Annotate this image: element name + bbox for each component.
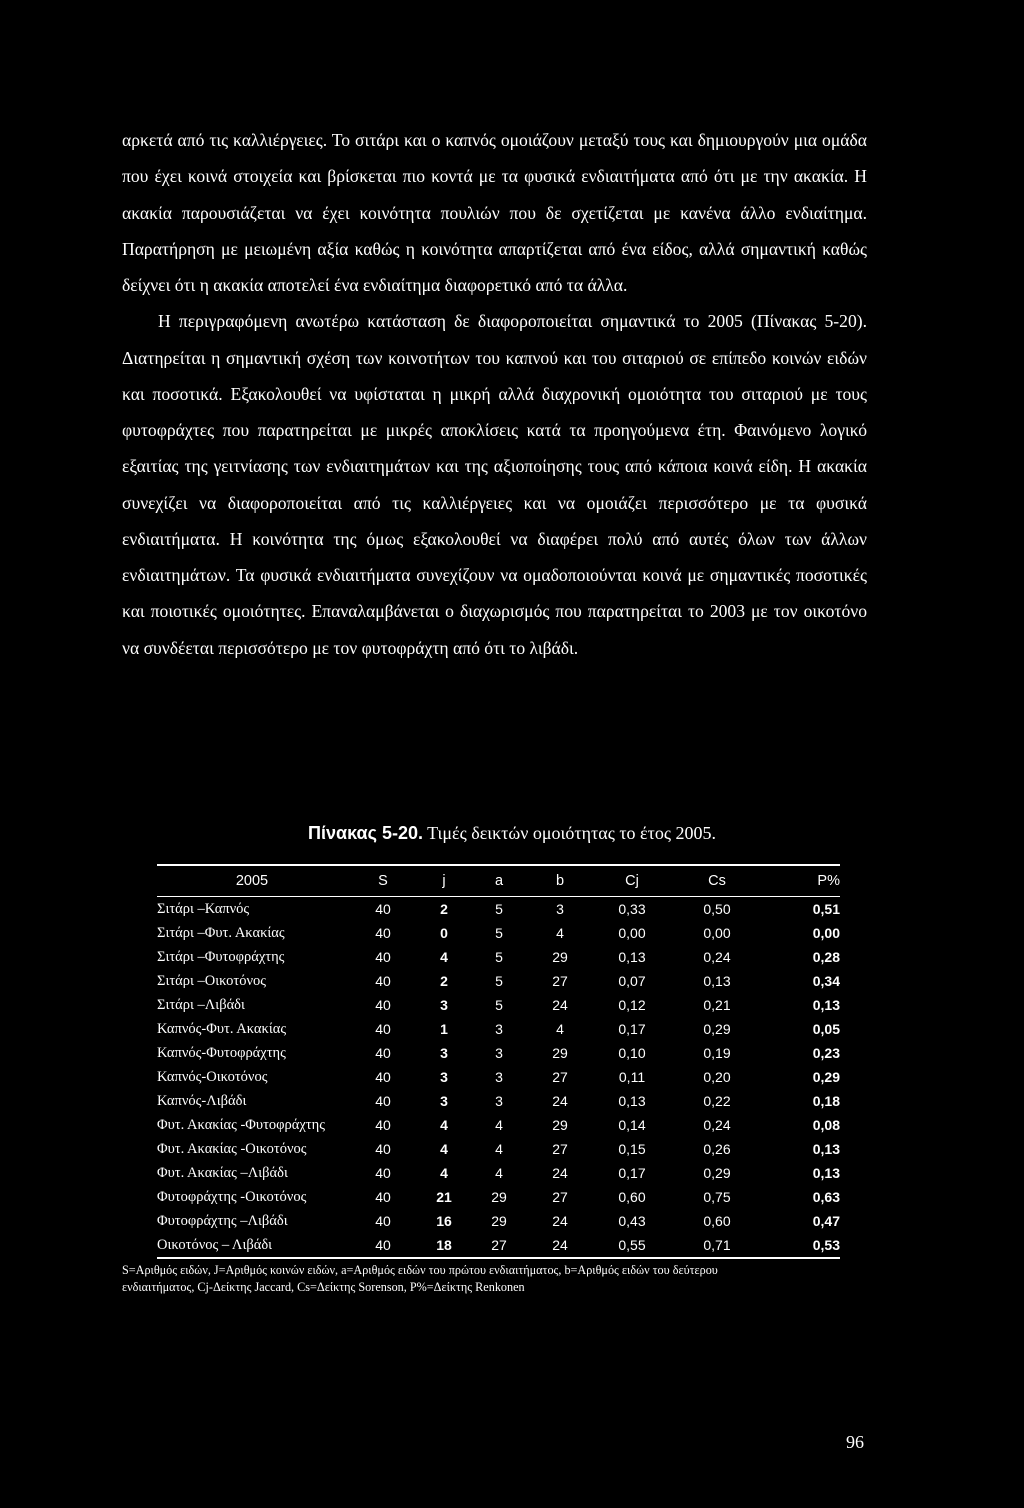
- header-s: S: [347, 865, 419, 897]
- table-row: [157, 969, 840, 993]
- cell-p-percent: 0,23: [812, 1045, 840, 1061]
- cell-s: 40: [375, 1237, 391, 1253]
- table-row: [157, 1065, 840, 1089]
- table-footnote: [122, 1262, 872, 1296]
- cell-s: 40: [375, 997, 391, 1013]
- table-row: [157, 897, 840, 922]
- cell-cs: 0,24: [703, 949, 731, 965]
- cell-b: 27: [552, 973, 568, 989]
- cell-cs: 0,29: [703, 1021, 731, 1037]
- cell-j: 16: [436, 1213, 452, 1229]
- cell-s: 40: [375, 949, 391, 965]
- cell-pair: Καπνός-Λιβάδι: [157, 1093, 247, 1109]
- paragraph-2: Η περιγραφόμενη ανωτέρω κατάσταση δε διαφοροποιείται σημαντικά το 2005 (Πίνακας 5-20). Διατηρείται η σημαντική σχέση των κοινοτήτων του καπνού και του σιταριού σε επίπεδο κοινών ειδών και ποσοτικά. Εξακολουθεί να υφίσταται η μικρή αλλά διαχρονική ομοιότητα του σιταριού με τους φυτοφράχτες που παρατηρείται με μικρές αποκλίσεις κατά τα προηγούμενα έτη. Φαινόμενο λογικό εξαιτίας της γειτνίασης των ενδιαιτημάτων και της αξιοποίησης τους από κάποια κοινά είδη. Η ακακία συνεχίζει να διαφοροποιείται από τις καλλιέργειες και να ομοιάζει περισσότερο με τα φυσικά ενδιαιτήματα. Η κοινότητα της όμως εξακολουθεί να διαφέρει πολύ από αυτές όλων των άλλων ενδιαιτημάτων. Τα φυσικά ενδιαιτήματα συνεχίζουν να ομαδοποιούνται κοινά με σημαντικές ποσοτικές και ποιοτικές ομοιότητες. Επαναλαμβάνεται ο διαχωρισμός που παρατηρείται το 2003 με τον οικοτόνο να συνδέεται περισσότερο με τον φυτοφράχτη από ότι το λιβάδι.: [122, 311, 867, 658]
- cell-b: 4: [556, 925, 564, 941]
- header-j: j: [419, 865, 469, 897]
- cell-a: 4: [495, 1165, 503, 1181]
- cell-b: 3: [556, 901, 564, 917]
- header-year: 2005: [157, 865, 347, 897]
- cell-cs: 0,20: [703, 1069, 731, 1085]
- cell-a: 5: [495, 949, 503, 965]
- cell-s: 40: [375, 1213, 391, 1229]
- cell-pair: Φυτοφράχτης -Οικοτόνος: [157, 1189, 307, 1205]
- table-row: [157, 1233, 840, 1258]
- cell-pair: Φυτ. Ακακίας -Φυτοφράχτης: [157, 1117, 325, 1133]
- cell-pair: Καπνός-Οικοτόνος: [157, 1069, 268, 1085]
- cell-a: 3: [495, 1045, 503, 1061]
- cell-pair: Σιτάρι –Φυτ. Ακακίας: [157, 925, 285, 941]
- table-row: [157, 1041, 840, 1065]
- cell-b: 27: [552, 1069, 568, 1085]
- cell-s: 40: [375, 1021, 391, 1037]
- cell-cj: 0,14: [618, 1117, 646, 1133]
- cell-pair: Σιτάρι –Λιβάδι: [157, 997, 245, 1013]
- cell-a: 4: [495, 1117, 503, 1133]
- cell-pair: Οικοτόνος – Λιβάδι: [157, 1237, 273, 1253]
- cell-cj: 0,07: [618, 973, 646, 989]
- cell-cj: 0,60: [618, 1189, 646, 1205]
- cell-cj: 0,15: [618, 1141, 646, 1157]
- header-b: b: [529, 865, 591, 897]
- cell-cj: 0,13: [618, 1093, 646, 1109]
- cell-p-percent: 0,13: [812, 997, 840, 1013]
- table-row: [157, 1089, 840, 1113]
- body-text: [122, 122, 867, 666]
- cell-s: 40: [375, 1045, 391, 1061]
- cell-cs: 0,29: [703, 1165, 731, 1181]
- cell-j: 2: [440, 901, 448, 917]
- cell-s: 40: [375, 1069, 391, 1085]
- cell-j: 3: [440, 1069, 448, 1085]
- footnote-line: S=Αριθμός ειδών, J=Αριθμός κοινών ειδών, a=Αριθμός ειδών του πρώτου ενδιαιτήματος, b=Αριθμός ειδών του δεύτερου: [122, 1263, 718, 1277]
- cell-b: 24: [552, 1165, 568, 1181]
- cell-cj: 0,11: [618, 1069, 646, 1085]
- cell-pair: Φυτοφράχτης –Λιβάδι: [157, 1213, 288, 1229]
- cell-b: 24: [552, 1237, 568, 1253]
- cell-a: 5: [495, 997, 503, 1013]
- cell-b: 4: [556, 1021, 564, 1037]
- cell-cs: 0,21: [703, 997, 731, 1013]
- table-row: [157, 945, 840, 969]
- cell-s: 40: [375, 1141, 391, 1157]
- cell-cs: 0,50: [703, 901, 731, 917]
- cell-b: 29: [552, 1045, 568, 1061]
- cell-p-percent: 0,47: [812, 1213, 840, 1229]
- cell-cj: 0,00: [618, 925, 646, 941]
- cell-p-percent: 0,13: [812, 1165, 840, 1181]
- cell-pair: Σιτάρι –Οικοτόνος: [157, 973, 267, 989]
- cell-a: 3: [495, 1069, 503, 1085]
- cell-cs: 0,00: [703, 925, 731, 941]
- table-row: [157, 1017, 840, 1041]
- cell-cs: 0,24: [703, 1117, 731, 1133]
- cell-j: 18: [436, 1237, 452, 1253]
- cell-s: 40: [375, 1093, 391, 1109]
- cell-cs: 0,19: [703, 1045, 731, 1061]
- table-row: [157, 1185, 840, 1209]
- table-row: [157, 1137, 840, 1161]
- table-header-row: [157, 865, 840, 897]
- cell-s: 40: [375, 1189, 391, 1205]
- cell-j: 3: [440, 997, 448, 1013]
- cell-p-percent: 0,53: [812, 1237, 840, 1253]
- cell-b: 27: [552, 1141, 568, 1157]
- cell-a: 3: [495, 1093, 503, 1109]
- cell-b: 24: [552, 997, 568, 1013]
- cell-a: 4: [495, 1141, 503, 1157]
- cell-j: 1: [440, 1021, 448, 1037]
- header-cs: Cs: [673, 865, 761, 897]
- cell-s: 40: [375, 925, 391, 941]
- cell-pair: Σιτάρι –Καπνός: [157, 901, 250, 917]
- cell-cs: 0,60: [703, 1213, 731, 1229]
- table-row: [157, 921, 840, 945]
- cell-cs: 0,71: [703, 1237, 731, 1253]
- cell-p-percent: 0,63: [812, 1189, 840, 1205]
- cell-a: 27: [491, 1237, 507, 1253]
- cell-cs: 0,26: [703, 1141, 731, 1157]
- cell-j: 0: [440, 925, 448, 941]
- cell-b: 29: [552, 949, 568, 965]
- cell-a: 29: [491, 1189, 507, 1205]
- table-row: [157, 1113, 840, 1137]
- cell-a: 5: [495, 925, 503, 941]
- paragraph-1: αρκετά από τις καλλιέργειες. Το σιτάρι και ο καπνός ομοιάζουν μεταξύ τους και δημιουργούν μια ομάδα που έχει κοινά στοιχεία και βρίσκεται πιο κοντά με τα φυσικά ενδιαιτήματα από ότι με την ακακία. Η ακακία παρουσιάζεται να έχει κοινότητα πουλιών που δε σχετίζεται με κανένα άλλο ενδιαίτημα. Παρατήρηση με μειωμένη αξία καθώς η κοινότητα απαρτίζεται από ένα είδος, αλλά σημαντική καθώς δείχνει ότι η ακακία αποτελεί ένα ενδιαίτημα διαφορετικό από τα άλλα.: [122, 130, 867, 295]
- cell-b: 24: [552, 1093, 568, 1109]
- table-row: [157, 993, 840, 1017]
- cell-p-percent: 0,18: [812, 1093, 840, 1109]
- page-number: 96: [846, 1432, 864, 1452]
- header-p-percent: P%: [761, 865, 840, 897]
- cell-j: 4: [440, 949, 448, 965]
- cell-pair: Καπνός-Φυτ. Ακακίας: [157, 1021, 287, 1037]
- footnote-line: ενδιαιτήματος, Cj-Δείκτης Jaccard, Cs=Δείκτης Sorenson, P%=Δείκτης Renkonen: [122, 1280, 525, 1294]
- cell-p-percent: 0,34: [812, 973, 840, 989]
- cell-j: 4: [440, 1141, 448, 1157]
- cell-a: 5: [495, 901, 503, 917]
- cell-j: 3: [440, 1093, 448, 1109]
- cell-p-percent: 0,28: [812, 949, 840, 965]
- cell-j: 4: [440, 1117, 448, 1133]
- cell-s: 40: [375, 1165, 391, 1181]
- cell-pair: Καπνός-Φυτοφράχτης: [157, 1045, 286, 1061]
- cell-pair: Φυτ. Ακακίας -Οικοτόνος: [157, 1141, 307, 1157]
- cell-cj: 0,55: [618, 1237, 646, 1253]
- header-cj: Cj: [591, 865, 673, 897]
- cell-cs: 0,75: [703, 1189, 731, 1205]
- cell-b: 24: [552, 1213, 568, 1229]
- cell-pair: Σιτάρι –Φυτοφράχτης: [157, 949, 285, 965]
- cell-p-percent: 0,51: [812, 901, 840, 917]
- cell-s: 40: [375, 973, 391, 989]
- cell-cj: 0,12: [618, 997, 646, 1013]
- cell-cj: 0,10: [618, 1045, 646, 1061]
- table-caption-text: Τιμές δεικτών ομοιότητας το έτος 2005.: [423, 823, 716, 843]
- cell-a: 29: [491, 1213, 507, 1229]
- cell-p-percent: 0,00: [812, 925, 840, 941]
- cell-cj: 0,33: [618, 901, 646, 917]
- cell-j: 4: [440, 1165, 448, 1181]
- table-row: [157, 1209, 840, 1233]
- cell-s: 40: [375, 901, 391, 917]
- table-caption: [0, 822, 1024, 844]
- cell-j: 21: [436, 1189, 452, 1205]
- cell-j: 2: [440, 973, 448, 989]
- similarity-indices-table: [157, 864, 840, 1259]
- cell-cs: 0,22: [703, 1093, 731, 1109]
- table-row: [157, 1161, 840, 1185]
- cell-cj: 0,43: [618, 1213, 646, 1229]
- cell-a: 5: [495, 973, 503, 989]
- cell-pair: Φυτ. Ακακίας –Λιβάδι: [157, 1165, 288, 1181]
- cell-cs: 0,13: [703, 973, 731, 989]
- cell-s: 40: [375, 1117, 391, 1133]
- cell-j: 3: [440, 1045, 448, 1061]
- cell-cj: 0,17: [618, 1165, 646, 1181]
- cell-p-percent: 0,29: [812, 1069, 840, 1085]
- cell-b: 29: [552, 1117, 568, 1133]
- cell-cj: 0,17: [618, 1021, 646, 1037]
- cell-a: 3: [495, 1021, 503, 1037]
- cell-p-percent: 0,05: [812, 1021, 840, 1037]
- table-caption-label: Πίνακας 5-20.: [308, 823, 423, 843]
- cell-p-percent: 0,08: [812, 1117, 840, 1133]
- cell-cj: 0,13: [618, 949, 646, 965]
- cell-b: 27: [552, 1189, 568, 1205]
- table-body: [157, 897, 840, 1259]
- header-a: a: [469, 865, 529, 897]
- cell-p-percent: 0,13: [812, 1141, 840, 1157]
